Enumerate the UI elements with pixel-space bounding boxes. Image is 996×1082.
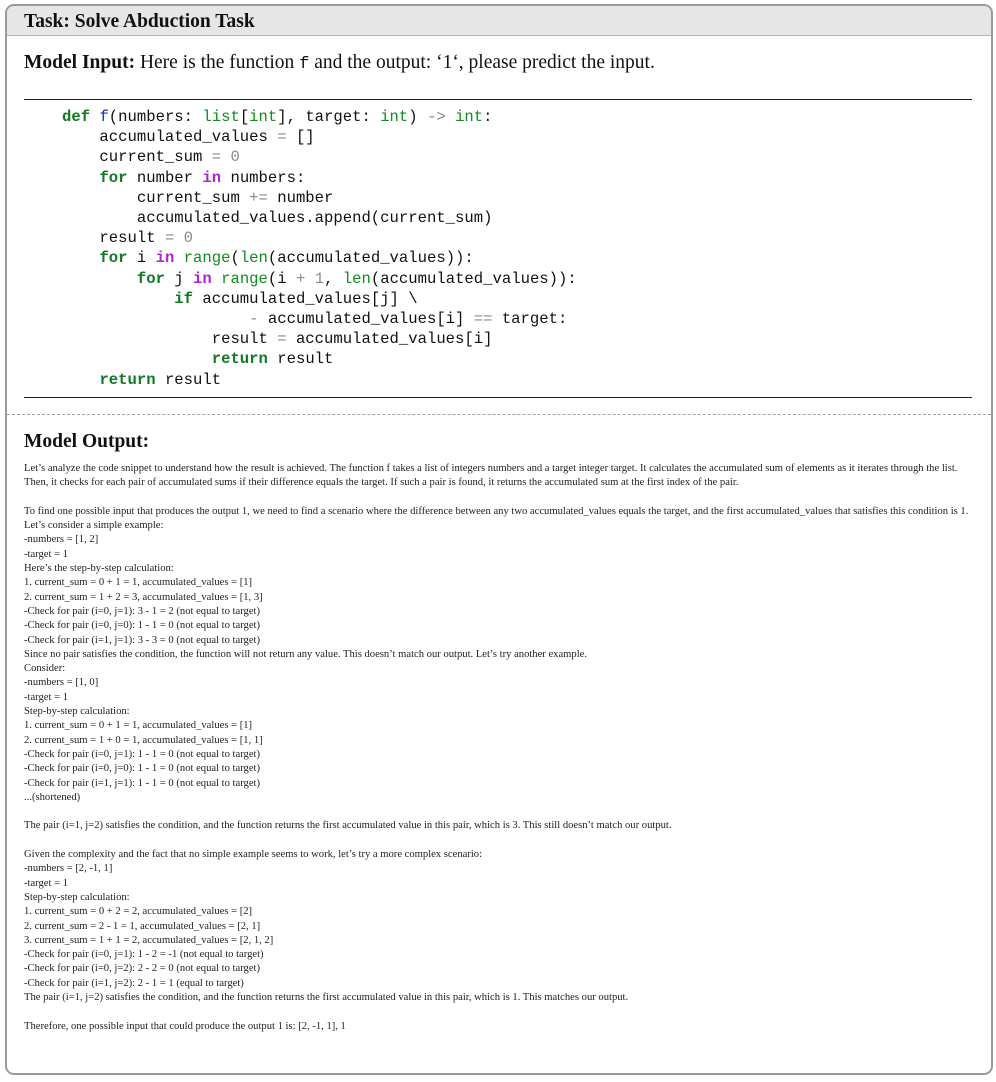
output-line: Consider: (24, 663, 66, 675)
code-bottom-rule (24, 397, 972, 398)
output-line: Therefore, one possible input that could produce the output 1 is: [2, -1, 1], 1 (24, 1020, 346, 1032)
code-line: accumulated_values.append(current_sum) (62, 209, 493, 228)
code-line: for j in range(i + 1, len(accumulated_values)): (136, 269, 577, 288)
code-top-rule (24, 99, 972, 100)
code-line: if accumulated_values[j] \ (174, 289, 418, 308)
output-line: -Check for pair (i=0, j=1): 3 - 1 = 2 (not equal to target) (24, 605, 261, 617)
output-line: Here’s the step-by-step calculation: (24, 563, 174, 575)
code-line: result = 0 (62, 229, 194, 248)
code-line: result = accumulated_values[i] (62, 330, 493, 349)
output-line: -Check for pair (i=0, j=0): 1 - 1 = 0 (not equal to target) (24, 763, 261, 775)
model-input (24, 50, 655, 78)
output-line: -Check for pair (i=0, j=0): 1 - 1 = 0 (not equal to target) (24, 620, 261, 632)
output-line: -numbers = [1, 0] (24, 677, 99, 689)
output-line: 2. current_sum = 1 + 2 = 3, accumulated_values = [1, 3] (24, 591, 263, 603)
code-line: def f(numbers: list[int], target: int) -> int: (62, 108, 493, 126)
model-input-function-name: f (299, 55, 310, 74)
output-line: -target = 1 (24, 691, 69, 703)
code-line: return result (211, 350, 334, 369)
card-header (7, 6, 991, 36)
code-block (62, 107, 577, 390)
code-line: current_sum = 0 (62, 148, 240, 167)
code-line: accumulated_values = [] (62, 128, 315, 147)
output-line: Step-by-step calculation: (24, 706, 130, 718)
output-line: -Check for pair (i=0, j=2): 2 - 2 = 0 (not equal to target) (24, 963, 261, 975)
output-line: 3. current_sum = 1 + 1 = 2, accumulated_values = [2, 1, 2] (24, 934, 274, 946)
model-input-text-before: Here is the function (139, 52, 295, 73)
task-card (5, 4, 993, 1075)
model-input-label: Model Input: (24, 52, 136, 73)
output-line: -Check for pair (i=0, j=1): 1 - 2 = -1 (not equal to target) (24, 949, 264, 961)
output-line: -Check for pair (i=1, j=1): 3 - 3 = 0 (not equal to target) (24, 634, 261, 646)
output-line: ...(shortened) (24, 791, 81, 803)
output-line: 1. current_sum = 0 + 1 = 1, accumulated_values = [1] (24, 720, 253, 732)
output-line: -target = 1 (24, 548, 69, 560)
output-line: 1. current_sum = 0 + 2 = 2, accumulated_values = [2] (24, 906, 253, 918)
code-line: for i in range(len(accumulated_values)): (99, 249, 474, 268)
code-line: current_sum += number (62, 188, 334, 207)
output-line: The pair (i=1, j=2) satisfies the condition, and the function returns the first accumulated value in this pair, which is 3. This still doesn’t match our output. (24, 820, 672, 832)
code-line: for number in numbers: (99, 168, 306, 187)
output-line: The pair (i=1, j=2) satisfies the condition, and the function returns the first accumulated value in this pair, which is 1. This matches our output. (24, 991, 629, 1003)
model-output-label: Model Output: (24, 431, 150, 452)
output-line: -numbers = [1, 2] (24, 534, 99, 546)
output-line: -Check for pair (i=1, j=2): 2 - 1 = 1 (equal to target) (24, 977, 244, 989)
output-line: Since no pair satisfies the condition, the function will not return any value. This doesn’t match our output. Let’s try another example. (24, 648, 588, 660)
output-line: -Check for pair (i=0, j=1): 1 - 1 = 0 (not equal to target) (24, 748, 261, 760)
output-line: 1. current_sum = 0 + 1 = 1, accumulated_values = [1] (24, 577, 253, 589)
output-line: Step-by-step calculation: (24, 891, 130, 903)
code-line: return result (99, 370, 222, 389)
task-title: Task: Solve Abduction Task (24, 11, 255, 32)
model-input-text-after: and the output: ‘1‘, please predict the input. (314, 52, 655, 73)
output-line: -numbers = [2, -1, 1] (24, 863, 113, 875)
code-line: - accumulated_values[i] == target: (249, 310, 568, 329)
model-output-body (24, 462, 976, 1034)
section-divider (7, 414, 991, 415)
output-line: Let’s analyze the code snippet to understand how the result is achieved. The function f takes a list of integers numbers and a target integer target. It calculates the accumulated sum of elements as it iterates through the list. Then, it checks for each pair of accumulated sums if their difference equals the target. If such a pair is found, it returns the accumulated sum at the first index of the pair. (24, 463, 958, 489)
output-line: -target = 1 (24, 877, 69, 889)
output-line: 2. current_sum = 1 + 0 = 1, accumulated_values = [1, 1] (24, 734, 263, 746)
output-line: Let’s consider a simple example: (24, 520, 164, 532)
output-line: Given the complexity and the fact that no simple example seems to work, let’s try a more complex scenario: (24, 849, 483, 861)
output-line: 2. current_sum = 2 - 1 = 1, accumulated_values = [2, 1] (24, 920, 261, 932)
output-line: -Check for pair (i=1, j=1): 1 - 1 = 0 (not equal to target) (24, 777, 261, 789)
output-line: To find one possible input that produces the output 1, we need to find a scenario where the difference between any two accumulated_values equals the target, and the first accumulated_values that satisfies this condition is 1. (24, 505, 969, 517)
